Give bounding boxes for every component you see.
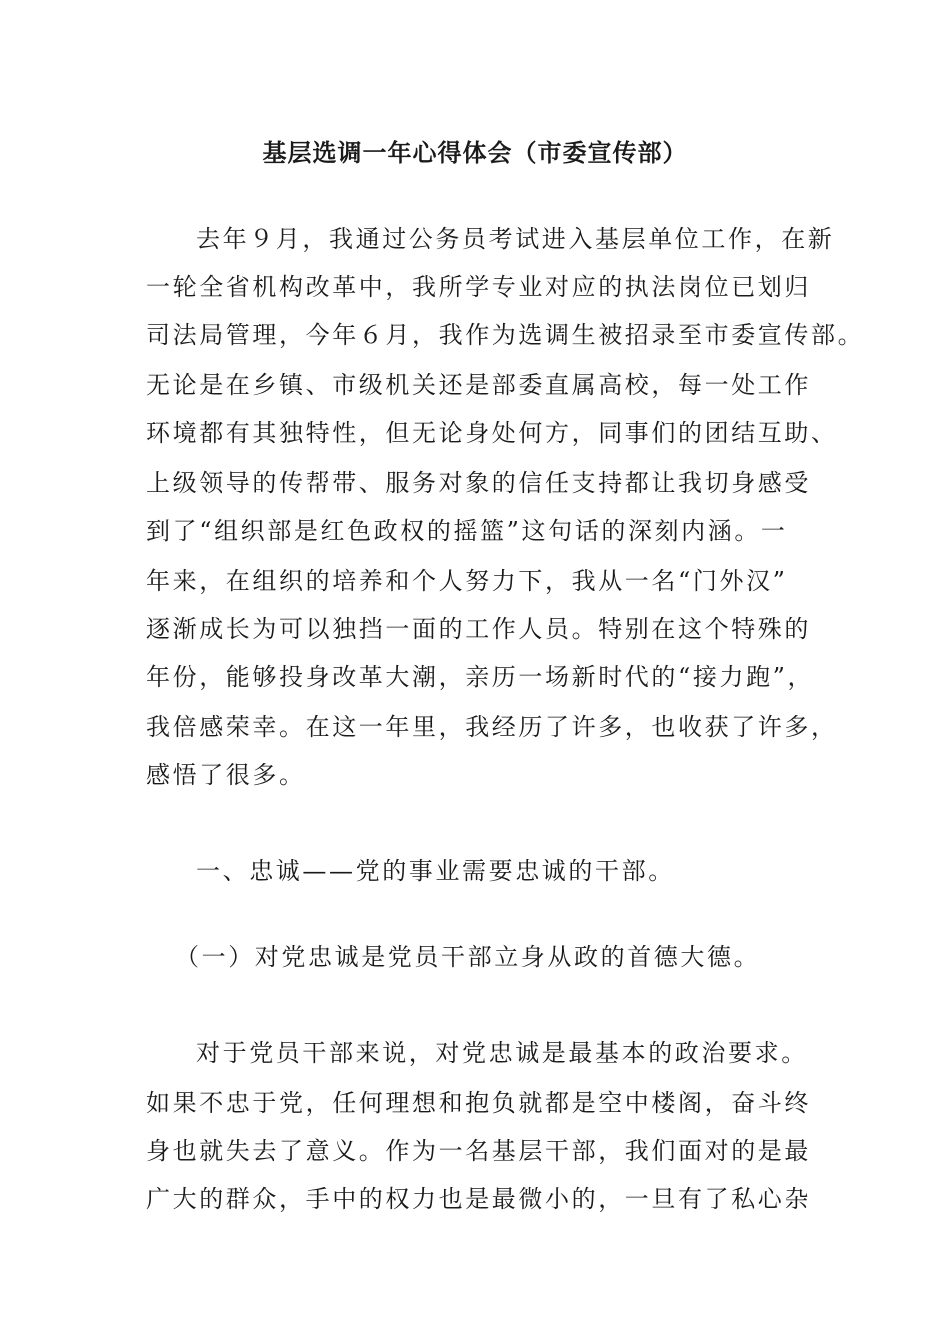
intro-line-9: 逐渐成长为可以独挡一面的工作人员。特别在这个特殊的 <box>146 615 811 643</box>
para2-line-3: 身也就失去了意义。作为一名基层干部，我们面对的是最 <box>146 1137 811 1165</box>
document-title: 基层选调一年心得体会（市委宣传部） <box>262 138 688 167</box>
intro-line-1: 去年９月，我通过公务员考试进入基层单位工作，在新 <box>196 225 835 253</box>
intro-line-6: 上级领导的传帮带、服务对象的信任支持都让我切身感受 <box>146 469 811 497</box>
para2-line-2: 如果不忠于党，任何理想和抱负就都是空中楼阁，奋斗终 <box>146 1089 811 1117</box>
intro-line-12: 感悟了很多。 <box>146 761 306 789</box>
intro-line-4: 无论是在乡镇、市级机关还是部委直属高校，每一处工作 <box>146 371 811 399</box>
para2-line-1: 对于党员干部来说，对党忠诚是最基本的政治要求。 <box>196 1039 808 1067</box>
section-1-heading: 一、忠诚——党的事业需要忠诚的干部。 <box>196 857 675 885</box>
intro-line-2: 一轮全省机构改革中，我所学专业对应的执法岗位已划归 <box>146 273 811 301</box>
para2-line-4: 广大的群众，手中的权力也是最微小的，一旦有了私心杂 <box>146 1185 811 1213</box>
intro-line-3: 司法局管理，今年６月，我作为选调生被招录至市委宣传部。 <box>146 321 865 349</box>
intro-line-5: 环境都有其独特性，但无论身处何方，同事们的团结互助、 <box>146 419 838 447</box>
intro-line-10: 年份，能够投身改革大潮，亲历一场新时代的“接力跑”， <box>146 663 815 691</box>
subsection-1-heading: （一）对党忠诚是党员干部立身从政的首德大德。 <box>175 943 761 971</box>
intro-line-11: 我倍感荣幸。在这一年里，我经历了许多，也收获了许多， <box>146 713 838 741</box>
intro-line-8: 年来，在组织的培养和个人努力下，我从一名“门外汉” <box>146 567 788 595</box>
intro-line-7: 到了“组织部是红色政权的摇篮”这句话的深刻内涵。一 <box>146 517 788 545</box>
